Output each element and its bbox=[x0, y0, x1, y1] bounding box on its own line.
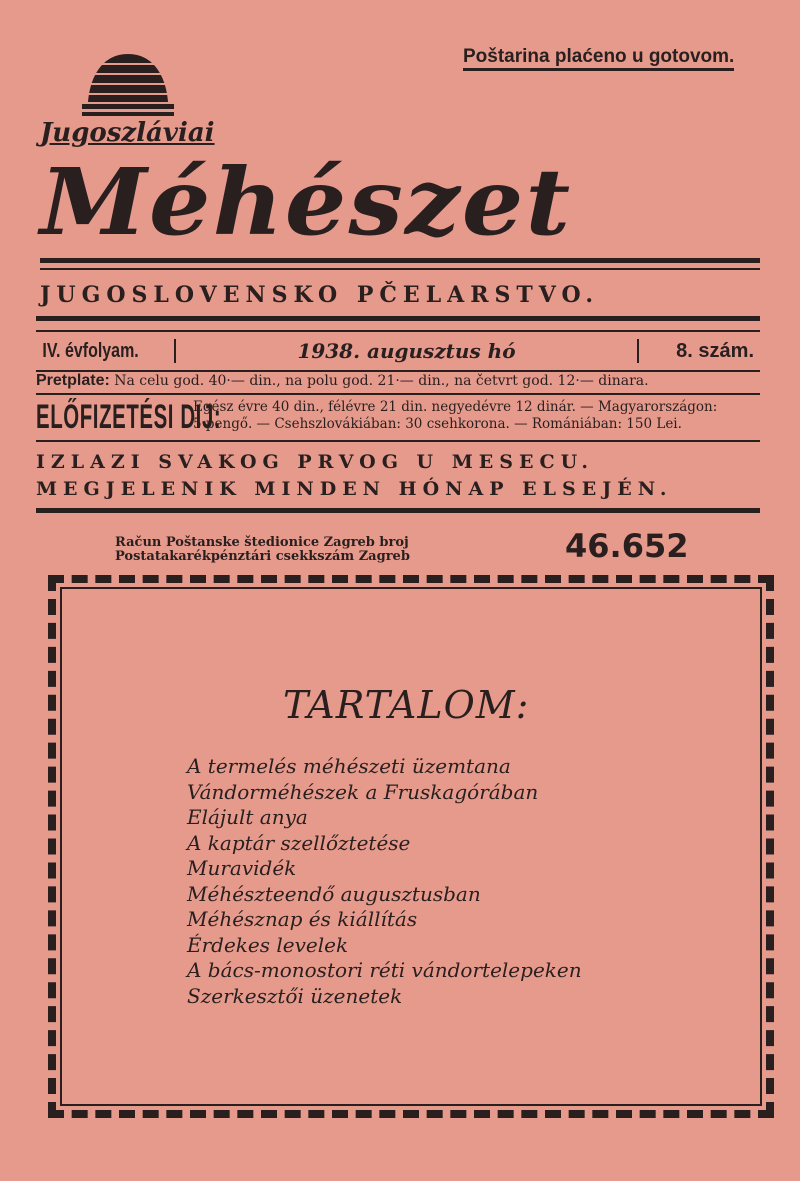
issue-date: 1938. augusztus hó bbox=[174, 339, 639, 363]
divider bbox=[36, 508, 760, 513]
account-line: Postatakarékpénztári csekkszám Zagreb bbox=[115, 549, 410, 564]
contents-list bbox=[187, 754, 582, 1009]
divider bbox=[36, 440, 760, 442]
volume: IV. évfolyam. bbox=[42, 339, 139, 362]
divider bbox=[36, 316, 760, 321]
postage-note: Poštarina plaćeno u gotovom. bbox=[463, 46, 734, 71]
pretplate-line bbox=[36, 372, 649, 390]
pretplate-label: Pretplate: bbox=[36, 372, 110, 389]
divider bbox=[36, 393, 760, 395]
publication-hungarian: MEGJELENIK MINDEN HÓNAP ELSEJÉN. bbox=[36, 478, 673, 500]
issue-info-bar bbox=[36, 330, 760, 372]
account-number: 46.652 bbox=[565, 527, 689, 565]
masthead-title: Méhészet bbox=[40, 148, 573, 256]
elofizetesi-line: 5 pengő. — Csehszlovákiában: 30 csehkorona. — Romániában: 150 Lei. bbox=[193, 416, 682, 432]
list-item: A bács-monostori réti vándortelepeken bbox=[187, 958, 582, 982]
elofizetesi-text bbox=[193, 399, 717, 433]
list-item: Elájult anya bbox=[187, 805, 308, 829]
list-item: Érdekes levelek bbox=[187, 932, 349, 957]
list-item: Muravidék bbox=[187, 856, 297, 880]
elofizetesi-line: Egész évre 40 din., félévre 21 din. negyedévre 12 dinár. — Magyarországon: bbox=[193, 399, 718, 415]
account-text bbox=[115, 536, 410, 564]
list-item: Méhésznap és kiállítás bbox=[187, 907, 418, 931]
masthead-subtitle: JUGOSLOVENSKO PČELARSTVO. bbox=[40, 282, 599, 308]
divider bbox=[40, 258, 760, 263]
account-line: Račun Poštanske štedionice Zagreb broj bbox=[115, 535, 409, 550]
beehive-logo-icon bbox=[82, 52, 174, 122]
contents-heading: TARTALOM: bbox=[283, 683, 530, 727]
publication-serbian: IZLAZI SVAKOG PRVOG U MESECU. bbox=[36, 451, 595, 473]
list-item: A termelés méhészeti üzemtana bbox=[187, 754, 511, 778]
pretplate-text: Na celu god. 40·— din., na polu god. 21·— din., na četvrt god. 12·— dinara. bbox=[114, 373, 649, 389]
elofizetesi-label: ELŐFIZETÉSI DIJ: bbox=[36, 398, 222, 436]
list-item: Vándorméhészek a Fruskagórában bbox=[187, 779, 539, 804]
divider bbox=[40, 268, 760, 270]
list-item: A kaptár szellőztetése bbox=[187, 830, 411, 855]
list-item: Méhészteendő augusztusban bbox=[187, 881, 481, 906]
masthead-prefix: Jugoszláviai bbox=[40, 118, 215, 148]
issue-number: 8. szám. bbox=[676, 339, 754, 362]
list-item: Szerkesztői üzenetek bbox=[187, 983, 403, 1008]
